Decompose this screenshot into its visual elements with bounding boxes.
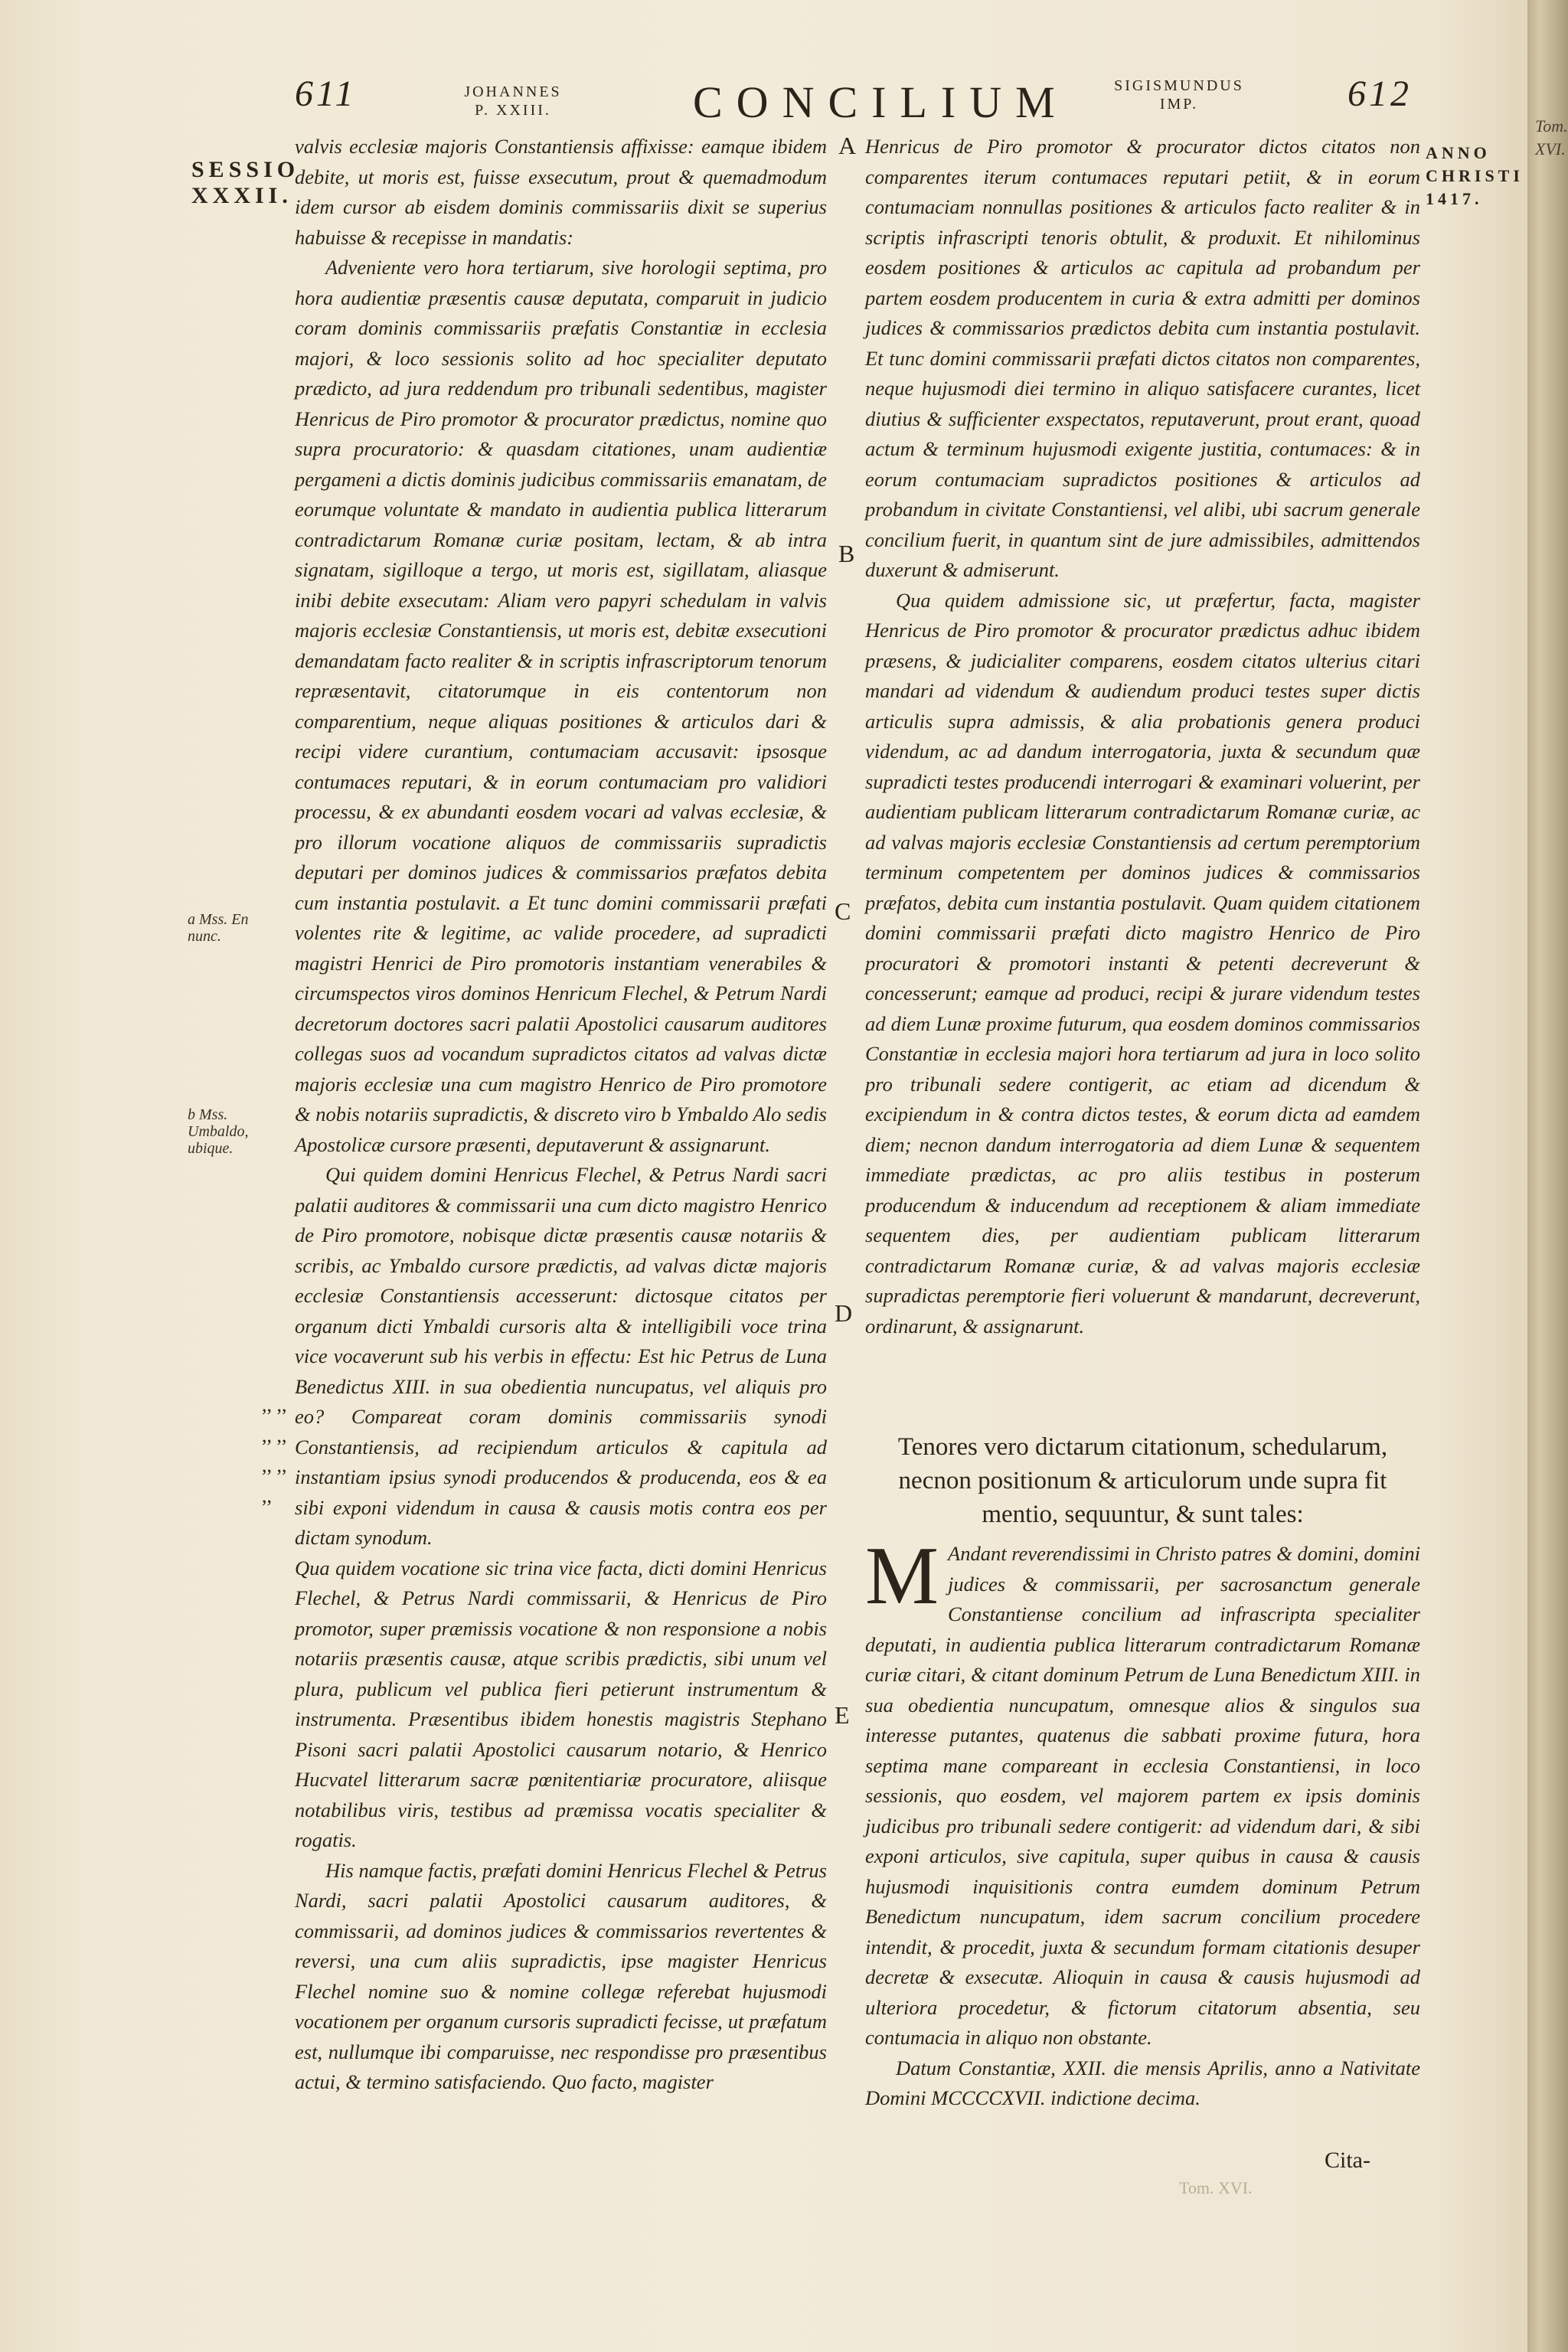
facing-page-edge — [1527, 0, 1568, 2352]
paragraph: Qua quidem admissione sic, ut præfertur, facta, magister Henricus de Piro promotor & procurator prædictus adhuc ibidem præsens, & judicialiter comparens, eosdem citatos ulterius citari mandari ad videndum & audiendum produci testes super dictis articulis supra admissis, & alia probationis genera produci videndum, ac ad dandum interrogatoria, juxta & secundum quæ supradicti testes producendi interrogari & examinari voluerint, per audientiam publicam litterarum contradictarum Romanæ curiæ, ac ad valvas majoris ecclesiæ Constantiensis ad certum peremptorium terminum competentem per dominos judices & commissarios præfatos, debita cum instantia postulavit. Quam quidem citationem domini commissarii præfati dicto magistro Henrico de Piro procuratori & promotori instanti & petenti decreverunt & concesserunt; eamque ad produci, recipi & jurare videndum testes ad diem Lunæ proxime futurum, qua eosdem dominos commissarios Constantiæ in ecclesia majori hora tertiarum ad jura in loco solito pro tribunali sedere contigerit, ac etiam ad dicendum & excipiendum in & contra dictos testes, & eorum dicta ad eamdem diem; necnon dandum interrogatoria ad diem Lunæ & sequentem immediate prædictas, ac pro aliis testibus in posterum producendum & inducendum ad receptionem & aliam immediate sequentem dies, per audientiam publicam litterarum contradictarum Romanæ curiæ, & ad valvas majoris ecclesiæ supradictas peremptorie fieri voluerunt & mandarunt, decreverunt, ordinarunt, & assignarunt. — [865, 588, 1420, 1338]
page-number-right: 612 — [1348, 74, 1412, 114]
section-marker-b: B — [838, 540, 855, 567]
session-label: SESSIO XXXII. — [191, 157, 300, 208]
paragraph: His namque factis, præfati domini Henricus Flechel & Petrus Nardi, sacri palatii Apostolici causarum auditores, & commissarii, ad dominos judices & commissarios revertentes & reversi, una cum aliis supradictis, ipse magister Henricus Flechel nomine suo & nomine collegæ referebat hujusmodi vocationem per organum cursoris supradicti fecisse, ut præfatum est, nullumque ibi comparuisse, nec respondisse pro præsentibus actui, & termino satisfaciendo. Quo facto, magister — [295, 1858, 827, 2093]
decree-date: Datum Constantiæ, XXII. die mensis Aprilis, anno a Nativitate Domini MCCCCXVII. indictione decima. — [865, 2056, 1420, 2109]
section-heading: Tenores vero dictarum citationum, schedularum, necnon positionum & articulorum unde supra fit mentio, sequuntur, & sunt tales: — [897, 1433, 1388, 1528]
paragraph: valvis ecclesiæ majoris Constantiensis affixisse: eamque ibidem debite, ut moris est, fuisse exsecutum, prout & quemadmodum idem cursor ab eisdem dominis commissariis dixit se superius habuisse & recepisse in mandatis: — [295, 135, 827, 249]
section-marker-d: D — [835, 1299, 853, 1327]
year-label: ANNO CHRISTI 1417. — [1426, 143, 1524, 208]
section-marker-c: C — [835, 897, 851, 925]
facing-page-text: Tom. XVI. — [1535, 116, 1568, 158]
paragraph: Qui quidem domini Henricus Flechel, & Petrus Nardi sacri palatii auditores & commissarii una cum dicto magistro Henrico de Piro promotore, nobisque dictæ præsentis causæ notariis & scribis, ac Ymbaldo cursore prædictis, ad valvas dictæ majoris ecclesiæ Constantiensis accesserunt: dictosque citatos per organum dicti Ymbaldi cursoris alta & intelligibili voce trina vice vocaverunt sub his verbis in effectu: Est hic Petrus de Luna Benedictus XIII. in sua obedientia nuncupatus, vel aliquis pro eo? Compareat coram dominis commissariis synodi Constantiensis, ad recipiendum articulos & capitula ad instantiam ipsius synodi producendos & producenda, eos & ea sibi exponi videndum in causa & causis motis contra eos per dictam synodum. — [295, 1163, 827, 1549]
right-column — [865, 132, 1420, 1341]
decree-text — [865, 1530, 1420, 2114]
catchword: Cita- — [1325, 2148, 1370, 2173]
running-head-pope: JOHANNES P. XXIII. — [464, 83, 562, 119]
decree-body: Andant reverendissimi in Christo patres & domini, domini judices & commissarii, per sacrosanctum generale Constantiense concilium ad infrascripta specialiter deputati, in audientia publica litterarum contradictarum Romanæ curiæ citari, & citant dominum Petrum de Luna Benedictum XIII. in sua obedientia nuncupatum, omnesque alios & singulos sua interesse putantes, quatenus die sabbati proxime futura, hora septima mane compareant in ecclesia Constantiensi, in loco sessionis, quo eosdem, vel majorem partem ex ipsis dominis judicibus pro tribunali sedere contigerit: ad videndum dari, & sibi exponi articulos, sive capitula, super quibus in causa & causis hujusmodi inquisitionis contra eumdem dominum Petrum Benedictum nuncupatum, idem sacrum concilium procedere intendit, & procedit, juxta & secundum formam citationis desuper decretæ & exsecutæ. Alioquin in causa & causis hujusmodi ad ulteriora procedetur, & fictorum citatorum absentia, seu contumacia in aliquo non obstante. — [865, 1542, 1420, 2049]
left-column — [295, 132, 827, 2098]
running-head-title: CONCILIUM — [693, 77, 1069, 127]
quotation-marks: ,, ,, ,, ,, ,, ,, ,, — [262, 1393, 287, 1507]
section-marker-e: E — [835, 1701, 850, 1729]
paragraph: Adveniente vero hora tertiarum, sive horologii septima, pro hora audientiæ præsentis causæ deputata, comparuit in judicio coram dominis commissariis præfatis Constantiæ in ecclesia majori, & loco sessionis solito ad hoc specialiter deputato prædicto, ad jura reddendum pro tribunali sedentibus, magister Henricus de Piro promotor & procurator prædictus, nomine quo supra procuratorio: & quasdam citationes, unam audientiæ pergameni a dictis dominis judicibus commissariis emanatam, de eorumque voluntate & mandato in audientia publica litterarum contradictarum Romanæ curiæ positam, lectam, & ab intra signatam, sigilloque a tergo, ut moris est, sigillatam, aliasque inibi debite exsecutam: Aliam vero papyri schedulam in valvis majoris ecclesiæ Constantiensis, ut moris est, debitæ exsecutioni demandatam facto realiter & in scriptis infrascriptorum tenorum repræsentavit, citatorumque in eis contentorum non comparentium, neque aliquas positiones & articulos dari & recipi videre curantium, contumaciam accusavit: ipsosque contumaces reputari, & in eorum contumaciam pro validiori processu, & ex abundanti eosdem vocari ad valvas ecclesiæ, & pro illorum vocatione aliquos de commissariis supradictis deputari per dominos judices & commissarios præfatos debita cum instantia postulavit. a Et tunc domini commissarii præfati volentes rite & legitime, ac valide procedere, ad supradicti magistri Henrici de Piro promotoris instantiam venerabiles & circumspectos viros dominos Henricum Flechel, & Petrum Nardi decretorum doctores sacri palatii Apostolici causarum auditores collegas suos ad vocandum supradictos citatos ad valvas dictæ majoris ecclesiæ una cum magistro Henrico de Piro promotore & nobis notariis supradictis, & discreto viro b Ymbaldo Alo sedis Apostolicæ cursore præsenti, deputaverunt & assignarunt. — [295, 256, 827, 1156]
drop-cap: M — [865, 1530, 939, 1622]
section-marker-a: A — [838, 132, 857, 159]
paragraph: Qua quidem vocatione sic trina vice facta, dicti domini Henricus Flechel, & Petrus Nardi commissarii, & Henricus de Piro promotor, super præmissis vocatione & non responsione a nobis notariis præsentis causæ, atque scribis prædictis, sibi unum vel plura, publicum vel publica fieri petierunt instrumentum & instrumenta. Præsentibus ibidem honestis magistris Stephano Pisoni sacri palatii Apostolici causarum notario, & Henrico Hucvatel litterarum sacræ pœnitentiariæ procuratore, aliisque notabilibus viris, testibus ad præmissa vocatis specialiter & rogatis. — [295, 1556, 827, 1851]
page-number-left: 611 — [295, 74, 357, 114]
running-head-emperor: SIGISMUNDUS IMP. — [1114, 77, 1244, 113]
marginal-note-a: a Mss. En nunc. — [188, 911, 249, 945]
footer-tome: Tom. XVI. — [1179, 2178, 1253, 2197]
marginal-note-b: b Mss. Umbaldo, ubique. — [188, 1106, 249, 1157]
paragraph: Henricus de Piro promotor & procurator dictos citatos non comparentes iterum contumaces reputari petiit, & in eorum contumaciam nonnullas positiones & articulos facto realiter & in scriptis infrascripti tenoris obtulit, & produxit. Et nihilominus eosdem positiones & articulos ac capitula ad probandum per partem eosdem producentem in curia & extra admitti per dominos judices & commissarios prædictos debita cum instantia postulavit. Et tunc domini commissarii præfati dictos citatos non comparentes, neque hujusmodi diei termino in aliquo satisfacere curantes, licet diutius & sufficienter exspectatos, reputaverunt, prout erant, quoad actum & terminum hujusmodi exigente justitia, contumaces: & in eorum contumaciam supradictos positiones & articulos ad probandum in civitate Constantiensi, vel alibi, ubi sacrum generale concilium fuerit, in quantum sint de jure admissibiles, admittendos duxerunt & admiserunt. — [865, 135, 1420, 581]
